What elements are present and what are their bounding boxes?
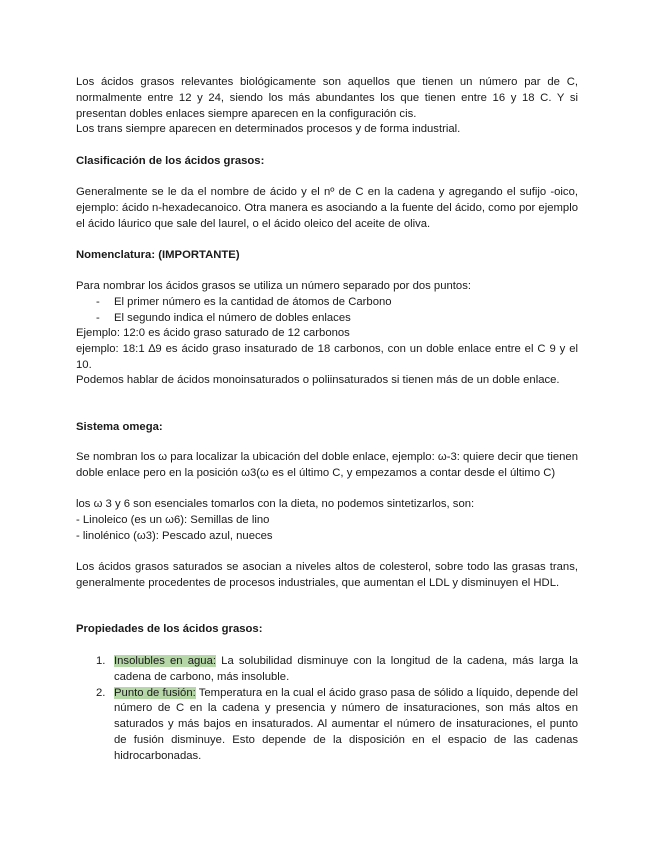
heading-omega: Sistema omega: <box>76 421 163 433</box>
highlighted-term: Insolubles en agua: <box>114 655 217 667</box>
nomenclatura-intro: Para nombrar los ácidos grasos se utiliza un número separado por dos puntos: <box>76 280 471 292</box>
bullet-item: - El primer número es la cantidad de átomos de Carbono <box>76 295 578 311</box>
omega-item-linolenico: - linolénico (ω3): Pescado azul, nueces <box>76 530 273 542</box>
item-text: Temperatura en la cual el ácido graso pasa de sólido a líquido, depende del número de C en la cadena y presencia y número de insaturaciones, son más altos en saturados y más bajos en insaturados. Al aumentar el número de insaturaciones, el punto de fusión disminuye. Esto depende de la disposición en el espacio de las cadenas hidrocarbonadas. <box>114 686 579 762</box>
item-text: La solubilidad disminuye con la longitud de la cadena, más larga la cadena de carbono, más insoluble. <box>114 655 579 683</box>
heading-propiedades: Propiedades de los ácidos grasos: <box>76 623 263 635</box>
omega-paragraph: Se nombran los ω para localizar la ubicación del doble enlace, ejemplo: ω-3: quiere decir que tienen doble enlace pero en la posición ω3(ω es el último C, y empezamos a contar desde el último C) <box>76 451 578 479</box>
heading-nomenclatura: Nomenclatura: (IMPORTANTE) <box>76 249 240 261</box>
nomenclatura-ejemplo-1: Ejemplo: 12:0 es ácido graso saturado de 12 carbonos <box>76 327 350 339</box>
list-item <box>76 654 578 686</box>
clasificacion-paragraph: Generalmente se le da el nombre de ácido y el nº de C en la cadena y agregando el sufijo -oico, ejemplo: ácido n-hexadecanoico. Otra manera es asociando a la fuente del ácido, como por ejemplo el ácido láurico que sale del laurel, o el ácido oleico del aceite de oliva. <box>76 186 578 230</box>
bullet-item: - El segundo indica el número de dobles enlaces <box>76 311 578 327</box>
list-number: 2. <box>96 686 106 699</box>
list-number: 1. <box>96 655 106 667</box>
nomenclatura-mono-poli: Podemos hablar de ácidos monoinsaturados o poliinsaturados si tienen más de un doble enlace. <box>76 374 560 386</box>
list-item <box>76 686 578 765</box>
omega-esenciales: los ω 3 y 6 son esenciales tomarlos con la dieta, no podemos sintetizarlos, son: <box>76 498 475 510</box>
nomenclatura-ejemplo-2: ejemplo: 18:1 ∆9 es ácido graso insaturado de 18 carbonos, con un doble enlace entre el C 9 y el 10. <box>76 343 578 371</box>
heading-clasificacion: Clasificación de los ácidos grasos: <box>76 155 265 167</box>
nomenclatura-bullet-list <box>76 295 578 327</box>
highlighted-term: Punto de fusión: <box>114 686 196 699</box>
intro-paragraph: Los ácidos grasos relevantes biológicamente son aquellos que tienen un número par de C, normalmente entre 12 y 24, siendo los más abundantes los que tienen entre 16 y 18 C. Y si presentan dobles enlaces siempre aparecen en la configuración cis. <box>76 76 578 120</box>
saturados-paragraph: Los ácidos grasos saturados se asocian a niveles altos de colesterol, sobre todo las grasas trans, generalmente procedentes de procesos industriales, que aumentan el LDL y disminuyen el HDL. <box>76 561 578 589</box>
propiedades-list <box>76 654 578 765</box>
omega-item-linoleico: - Linoleico (es un ω6): Semillas de lino <box>76 514 270 526</box>
intro-trans-sentence: Los trans siempre aparecen en determinados procesos y de forma industrial. <box>76 123 461 135</box>
